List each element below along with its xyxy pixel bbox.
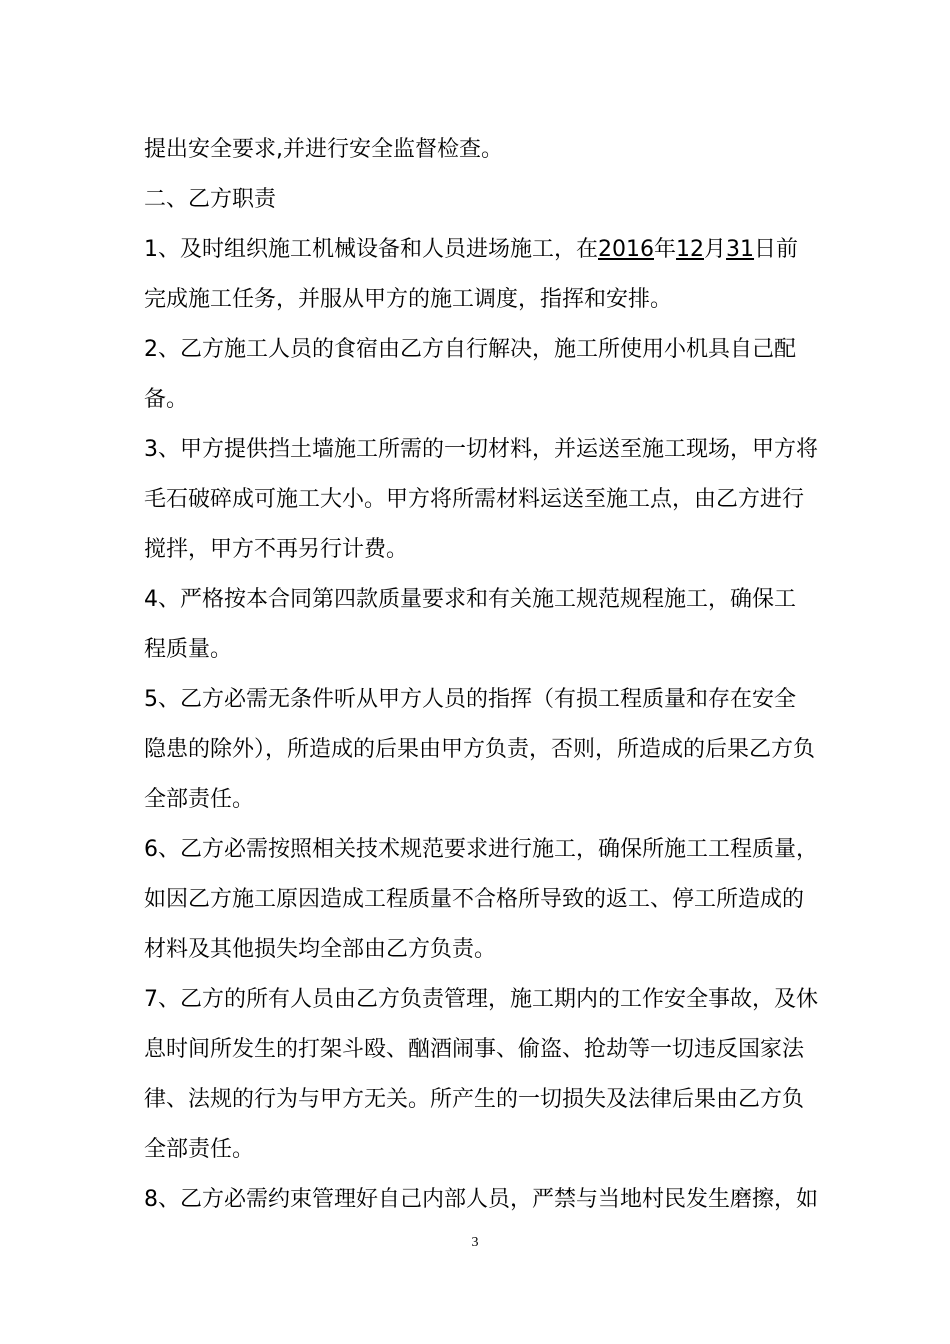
paragraph-line: 息时间所发生的打架斗殴、酗酒闹事、偷盗、抢劫等一切违反国家法 xyxy=(144,1037,805,1062)
deadline-month: 12 xyxy=(676,237,705,262)
paragraph-line: 如因乙方施工原因造成工程质量不合格所导致的返工、停工所造成的 xyxy=(144,887,805,912)
page-number: 3 xyxy=(471,1235,479,1250)
paragraph-line: 全部责任。 xyxy=(144,1137,255,1162)
paragraph-line: 材料及其他损失均全部由乙方负责。 xyxy=(144,937,497,962)
paragraph-line: 5、乙方必需无条件听从甲方人员的指挥（有损工程质量和存在安全 xyxy=(144,687,796,712)
deadline-prefix: 1、及时组织施工机械设备和人员进场施工，在 xyxy=(144,237,598,262)
paragraph-line: 2、乙方施工人员的食宿由乙方自行解决，施工所使用小机具自己配 xyxy=(144,337,796,362)
paragraph-line: 3、甲方提供挡土墙施工所需的一切材料，并运送至施工现场，甲方将 xyxy=(144,437,818,462)
paragraph-line: 程质量。 xyxy=(144,637,233,662)
paragraph-line: 4、严格按本合同第四款质量要求和有关施工规范规程施工，确保工 xyxy=(144,587,796,612)
paragraph-line: 备。 xyxy=(144,387,189,412)
paragraph-line: 律、法规的行为与甲方无关。所产生的一切损失及法律后果由乙方负 xyxy=(144,1087,805,1112)
paragraph-line: 全部责任。 xyxy=(144,787,255,812)
contract-body xyxy=(144,125,818,1225)
paragraph-line: 7、乙方的所有人员由乙方负责管理，施工期内的工作安全事故，及休 xyxy=(144,987,818,1012)
paragraph-line: 隐患的除外），所造成的后果由甲方负责，否则，所造成的后果乙方负 xyxy=(144,737,816,762)
paragraph-line: 8、乙方必需约束管理好自己内部人员，严禁与当地村民发生磨擦，如 xyxy=(144,1187,818,1212)
deadline-suffix: 日前 xyxy=(754,237,799,262)
deadline-line xyxy=(144,225,814,275)
paragraph-line: 完成施工任务，并服从甲方的施工调度，指挥和安排。 xyxy=(144,287,673,312)
section-heading: 二、乙方职责 xyxy=(144,187,277,212)
paragraph-line: 6、乙方必需按照相关技术规范要求进行施工，确保所施工工程质量， xyxy=(144,837,818,862)
deadline-day: 31 xyxy=(726,237,755,262)
paragraph-line: 搅拌，甲方不再另行计费。 xyxy=(144,537,409,562)
deadline-year-unit: 年 xyxy=(654,237,677,262)
paragraph-line: 提出安全要求,并进行安全监督检查。 xyxy=(144,137,503,162)
deadline-year: 2016 xyxy=(598,237,654,262)
deadline-month-unit: 月 xyxy=(704,237,727,262)
paragraph-line: 毛石破碎成可施工大小。甲方将所需材料运送至施工点，由乙方进行 xyxy=(144,487,805,512)
